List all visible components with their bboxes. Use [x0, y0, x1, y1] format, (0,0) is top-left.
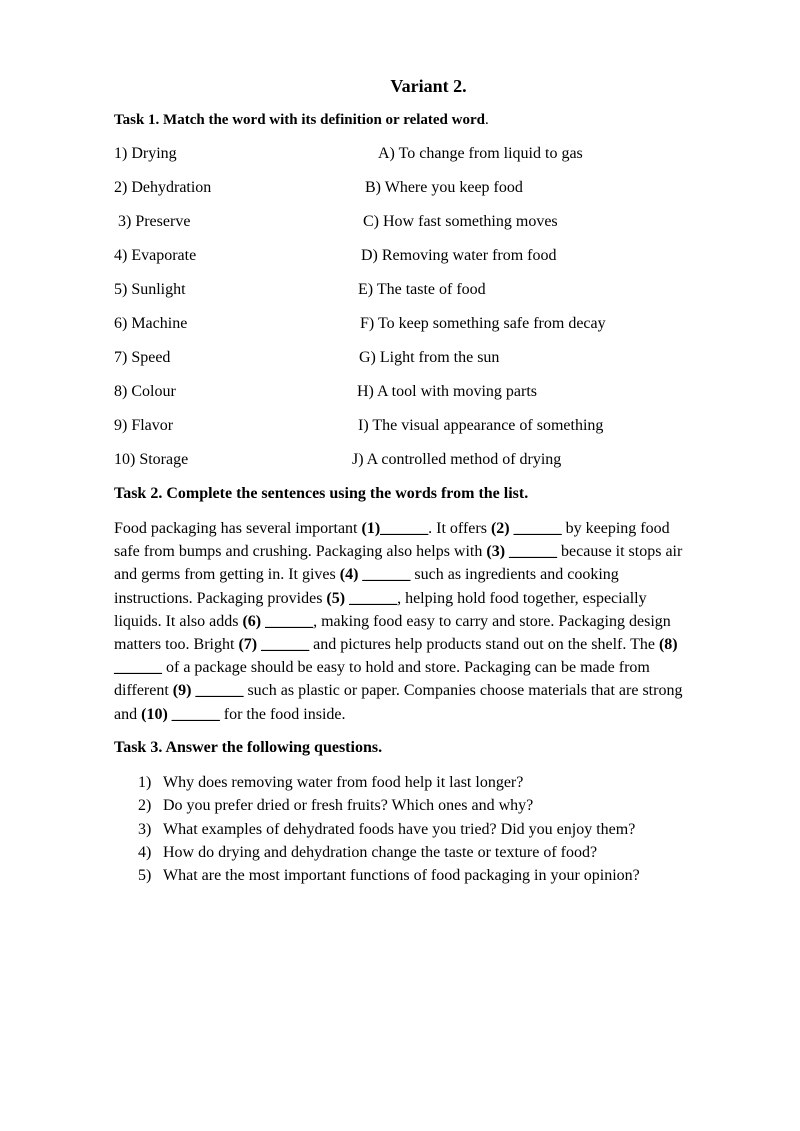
fill-in-blank: ______ — [349, 589, 398, 607]
paragraph-text: because it stops air — [557, 543, 683, 561]
match-word: 7) Speed — [114, 349, 171, 366]
paragraph-line — [114, 633, 744, 656]
paragraph-text: matters too. Bright — [114, 635, 239, 653]
question-number: 3) — [138, 820, 152, 838]
match-definition: H) A tool with moving parts — [357, 383, 537, 400]
question-number: 1) — [138, 774, 152, 791]
paragraph-line — [114, 656, 744, 679]
task3-heading: Task 3. Answer the following questions. — [114, 739, 383, 756]
paragraph-text: and pictures help products stand out on the shelf. The — [309, 635, 659, 653]
match-row — [0, 417, 800, 441]
page-title: Variant 2. — [390, 76, 467, 96]
match-row — [0, 383, 800, 407]
fill-in-blank: ______ — [513, 520, 562, 537]
question-text: How do drying and dehydration change the taste or texture of food? — [163, 843, 598, 861]
match-definition: D) Removing water from food — [361, 247, 557, 264]
blank-number: (7) — [238, 635, 258, 653]
match-definition: E) The taste of food — [358, 281, 486, 298]
match-definition: G) Light from the sun — [359, 349, 500, 366]
match-row — [0, 145, 800, 169]
paragraph-text: such as ingredients and cooking — [410, 566, 619, 584]
paragraph-line — [114, 540, 744, 563]
paragraph-line — [114, 563, 744, 586]
paragraph-line — [114, 610, 744, 633]
paragraph-text: different — [114, 682, 173, 700]
paragraph-text: and — [114, 705, 142, 723]
question-text: Why does removing water from food help it last longer? — [163, 774, 524, 791]
blank-number: (8) — [658, 635, 678, 653]
fill-in-blank: ______ — [261, 635, 310, 653]
blank-number: (2) — [490, 520, 510, 537]
match-word: 4) Evaporate — [114, 247, 197, 264]
fill-in-blank: ______ — [265, 612, 314, 630]
match-row — [0, 213, 800, 237]
match-row — [0, 247, 800, 271]
match-definition: J) A controlled method of drying — [352, 451, 562, 468]
blank-number: (1) — [361, 520, 381, 537]
fill-in-blank: ______ — [509, 543, 558, 561]
task1-heading — [114, 112, 489, 129]
paragraph-text: such as plastic or paper. Companies choose materials that are strong — [243, 682, 683, 700]
match-word: 8) Colour — [114, 383, 176, 400]
paragraph-text: instructions. Packaging provides — [114, 589, 327, 607]
paragraph-text: . It offers — [428, 520, 491, 537]
task1-heading-text: Task 1. Match the word with its definition or related word — [114, 112, 485, 128]
match-definition: B) Where you keep food — [365, 179, 523, 196]
fill-in-blank: ______ — [114, 659, 162, 677]
task1-heading-period: . — [484, 112, 489, 128]
question-text: What are the most important functions of food packaging in your opinion? — [163, 867, 640, 885]
fill-in-blank: ______ — [380, 520, 429, 537]
paragraph-line — [114, 517, 744, 540]
question-number: 4) — [138, 843, 152, 861]
paragraph-line — [114, 587, 744, 610]
match-row — [0, 451, 800, 475]
blank-number: (3) — [486, 543, 506, 561]
question-text: What examples of dehydrated foods have you tried? Did you enjoy them? — [163, 820, 636, 838]
paragraph-text: by keeping food — [561, 520, 670, 537]
match-row — [0, 281, 800, 305]
match-word: 3) Preserve — [118, 213, 191, 230]
paragraph-text: Food packaging has several important — [114, 520, 362, 537]
task2-paragraph — [114, 517, 744, 726]
match-word: 2) Dehydration — [114, 179, 212, 196]
match-word: 6) Machine — [114, 315, 188, 332]
paragraph-text: for the food inside. — [219, 705, 346, 723]
match-definition: F) To keep something safe from decay — [360, 315, 606, 332]
question-number: 2) — [138, 797, 152, 815]
blank-number: (6) — [242, 612, 262, 630]
blank-number: (4) — [339, 566, 359, 584]
paragraph-text: of a package should be easy to hold and store. Packaging can be made from — [162, 659, 650, 677]
match-definition: I) The visual appearance of something — [358, 417, 604, 434]
match-definition: C) How fast something moves — [363, 213, 558, 230]
paragraph-text: , helping hold food together, especially — [397, 589, 647, 607]
paragraph-line — [114, 703, 744, 726]
paragraph-line — [114, 679, 744, 702]
match-definition: A) To change from liquid to gas — [378, 145, 583, 162]
match-row — [0, 315, 800, 339]
match-word: 5) Sunlight — [114, 281, 186, 298]
paragraph-text: , making food easy to carry and store. Packaging design — [313, 612, 671, 630]
paragraph-text: safe from bumps and crushing. Packaging also helps with — [114, 543, 487, 561]
fill-in-blank: ______ — [171, 705, 220, 723]
blank-number: (10) — [141, 705, 168, 723]
match-word: 9) Flavor — [114, 417, 174, 434]
paragraph-text: and germs from getting in. It gives — [114, 566, 340, 584]
task2-heading: Task 2. Complete the sentences using the words from the list. — [114, 485, 529, 502]
fill-in-blank: ______ — [362, 566, 411, 584]
match-word: 10) Storage — [114, 451, 189, 468]
fill-in-blank: ______ — [195, 682, 244, 700]
blank-number: (5) — [326, 589, 346, 607]
match-row — [0, 179, 800, 203]
question-number: 5) — [138, 867, 152, 885]
question-text: Do you prefer dried or fresh fruits? Which ones and why? — [163, 797, 534, 815]
match-row — [0, 349, 800, 373]
match-word: 1) Drying — [114, 145, 177, 162]
paragraph-text: liquids. It also adds — [114, 612, 243, 630]
blank-number: (9) — [172, 682, 192, 700]
